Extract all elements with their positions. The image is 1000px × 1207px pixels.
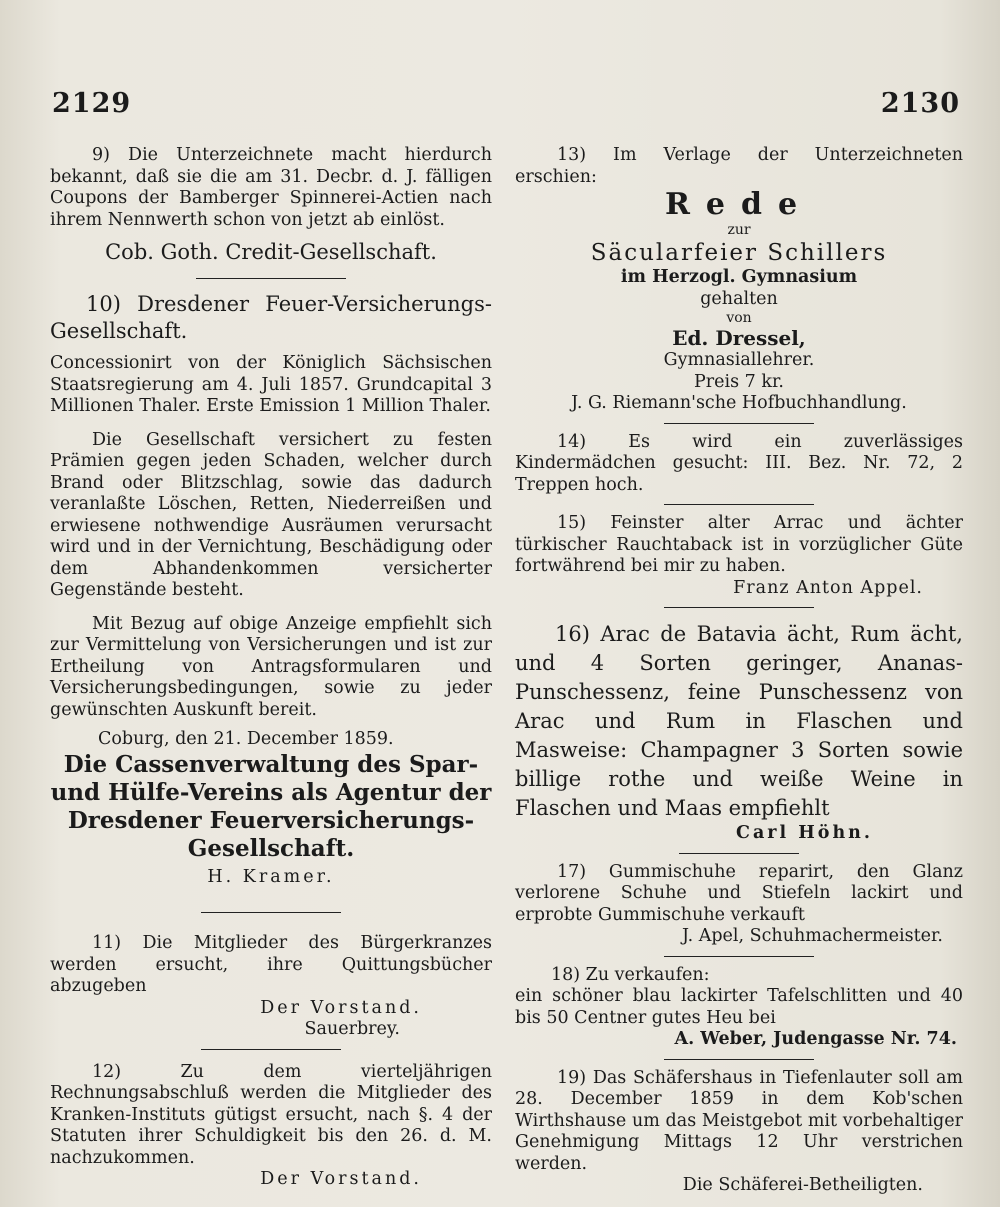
notice-13-line-2: Säcularfeier Schillers bbox=[590, 240, 888, 266]
notice-13-line-6: Ed. Dressel, bbox=[672, 326, 806, 350]
page-number-right: 2130 bbox=[880, 88, 960, 119]
notice-18-heading: 18) Zu verkaufen: bbox=[551, 964, 710, 985]
notice-13-intro: 13) Im Verlage der Unterzeichneten erschien: bbox=[515, 145, 963, 187]
notice-13-line-5: von bbox=[726, 310, 752, 326]
notice-10-signature: H. Kramer. bbox=[207, 866, 335, 887]
notice-13-title: Rede bbox=[664, 187, 814, 222]
notice-10-title: 10) Dresdener Feuer-Versicherungs-Gesellschaft. bbox=[50, 292, 492, 343]
notice-9-text: 9) Die Unterzeichnete macht hierdurch bekannt, daß sie die am 31. Decbr. d. J. fälligen Coupons der Bamberger Spinnerei-Actien nach ihrem Nennwerth schon von jetzt ab einlöst. bbox=[50, 145, 492, 230]
notice-13-signature: J. G. Riemann'sche Hofbuchhandlung. bbox=[571, 393, 907, 413]
notice-15-text: 15) Feinster alter Arrac und ächter türkischer Rauchtaback ist in vorzüglicher Güte fortwährend bei mir zu haben. bbox=[515, 513, 963, 576]
notice-9-signature: Cob. Goth. Credit-Gesellschaft. bbox=[105, 240, 437, 264]
notice-11-signature: Der Vorstand. bbox=[260, 997, 422, 1018]
left-column bbox=[50, 145, 492, 1191]
notice-11-text: 11) Die Mitglieder des Bürgerkranzes werden ersucht, ihre Quittungsbücher abzugeben bbox=[50, 933, 492, 996]
notice-10-concession: Concessionirt von der Königlich Sächsischen Staatsregierung am 4. Juli 1857. Grundcapital 3 Millionen Thaler. Erste Emission 1 Million Thaler. bbox=[50, 353, 492, 416]
notice-11-name: Sauerbrey. bbox=[304, 1019, 400, 1039]
notice-17-signature: J. Apel, Schuhmachermeister. bbox=[681, 926, 943, 946]
notice-12-signature: Der Vorstand. bbox=[260, 1169, 422, 1189]
notice-19-text: 19) Das Schäfershaus in Tiefenlauter soll am 28. December 1859 in dem Kob'schen Wirthshause um das Meistgebot mit vorbehaltiger Genehmigung Mittags 12 Uhr verstrichen werden. bbox=[515, 1067, 963, 1174]
notice-13-line-1: zur bbox=[727, 222, 751, 238]
notice-14-text: 14) Es wird ein zuverlässiges Kindermädchen gesucht: III. Bez. Nr. 72, 2 Treppen hoch. bbox=[515, 431, 963, 495]
notice-10-date: Coburg, den 21. December 1859. bbox=[98, 729, 394, 749]
notice-16-signature: Carl Höhn. bbox=[736, 823, 873, 843]
notice-18-text: ein schöner blau lackirter Tafelschlitten und 40 bis 50 Centner gutes Heu bei bbox=[515, 986, 963, 1028]
notice-10-paragraph-1: Die Gesellschaft versichert zu festen Prämien gegen jeden Schaden, welcher durch Brand oder Blitzschlag, sowie das dadurch veranlaßte Löschen, Retten, Niederreißen und erwiesene nothwendige Ausräumen verursacht wird und in der Vernichtung, Beschädigung oder dem Abhandenkommen versicherter Gegenstände besteht. bbox=[50, 429, 492, 600]
notice-12-text: 12) Zu dem vierteljährigen Rechnungsabschluß werden die Mitglieder des Kranken-Instituts gütigst ersucht, nach §. 4 der Statuten ihrer Schuldigkeit bis den 26. d. M. nachzukommen. bbox=[50, 1061, 492, 1168]
notice-13-line-4: gehalten bbox=[700, 288, 778, 309]
notice-15-signature: Franz Anton Appel. bbox=[733, 577, 923, 598]
notice-13-line-7: Gymnasiallehrer. bbox=[663, 350, 815, 370]
right-column bbox=[515, 145, 963, 1197]
notice-17-text: 17) Gummischuhe reparirt, den Glanz verlorene Schuhe und Stiefeln lackirt und erprobte Gummischuhe verkauft bbox=[515, 861, 963, 925]
notice-10-organization: Die Cassenverwaltung des Spar- und Hülfe-Vereins als Agentur der Dresdener Feuerversicherungs-Gesellschaft. bbox=[50, 750, 492, 862]
page-number-left: 2129 bbox=[52, 88, 132, 119]
notice-13-line-3: im Herzogl. Gymnasium bbox=[620, 267, 858, 287]
notice-10-paragraph-2: Mit Bezug auf obige Anzeige empfiehlt sich zur Vermittelung von Versicherungen und ist zur Ertheilung von Antragsformularen und Versicherungsbedingungen, sowie zu jeder gewünschten Auskunft bereit. bbox=[50, 613, 492, 720]
notice-16-text: 16) Arac de Batavia ächt, Rum ächt, und 4 Sorten geringer, Ananas-Punschessenz, feine Punschessenz von Arac und Rum in Flaschen und Masweise: Champagner 3 Sorten sowie billige rothe und weiße Weine in Flaschen und Maas empfiehlt bbox=[515, 622, 963, 820]
notice-18-signature: A. Weber, Judengasse Nr. 74. bbox=[674, 1029, 957, 1049]
notice-19-signature: Die Schäferei-Betheiligten. bbox=[682, 1175, 923, 1195]
notice-13-line-8: Preis 7 kr. bbox=[694, 371, 784, 392]
